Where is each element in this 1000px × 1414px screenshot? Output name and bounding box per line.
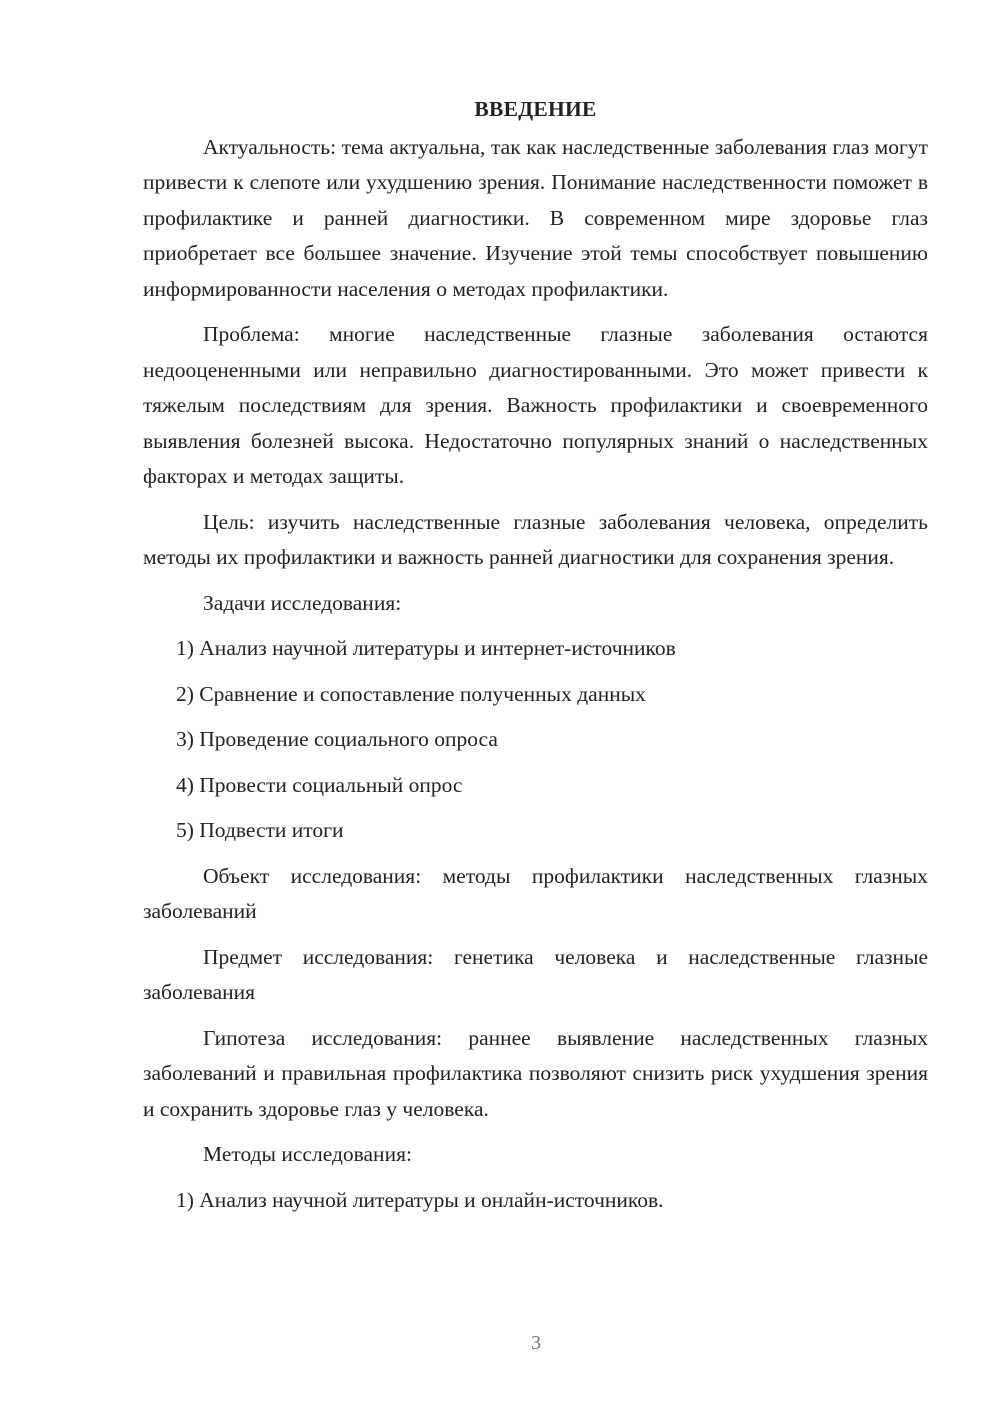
- task-item-5: 5) Подвести итоги: [176, 818, 344, 842]
- object-paragraph: Объект исследования: методы профилактики наследственных глазных заболеваний: [143, 863, 928, 923]
- task-item-4: 4) Провести социальный опрос: [176, 772, 463, 797]
- problem-paragraph: Проблема: многие наследственные глазные заболевания остаются недооцененными или неправильно диагностированными. Это может привести к тяжелым последствиям для зрения. Важность профилактики и своевременного выявления болезней высока. Недостаточно популярных знаний о наследственных факторах и методах защиты.: [143, 322, 928, 488]
- goal-paragraph: Цель: изучить наследственные глазные заболевания человека, определить методы их профилактики и важность ранней диагностики для сохранения зрения.: [143, 509, 928, 569]
- document-page: [143, 92, 928, 1228]
- subject-paragraph: Предмет исследования: генетика человека и наследственные глазные заболевания: [143, 944, 928, 1004]
- tasks-heading: Задачи исследования:: [203, 590, 402, 615]
- methods-heading: Методы исследования:: [203, 1142, 412, 1166]
- page-number: 3: [531, 1332, 541, 1354]
- task-item-2: 2) Сравнение и сопоставление полученных данных: [176, 681, 646, 706]
- page-title: ВВЕДЕНИЕ: [474, 97, 597, 121]
- task-item-3: 3) Проведение социального опроса: [176, 727, 498, 751]
- hypothesis-paragraph: Гипотеза исследования: раннее выявление наследственных глазных заболеваний и правильная профилактика позволяют снизить риск ухудшения зрения и сохранить здоровье глаз у человека.: [143, 1025, 928, 1121]
- relevance-paragraph: Актуальность: тема актуальна, так как наследственные заболевания глаз могут привести к слепоте или ухудшению зрения. Понимание наследственности поможет в профилактике и ранней диагностики. В современном мире здоровье глаз приобретает все большее значение. Изучение этой темы способствует повышению информированности населения о методах профилактики.: [143, 134, 928, 301]
- task-item-1: 1) Анализ научной литературы и интернет-источников: [176, 636, 676, 660]
- method-item-1: 1) Анализ научной литературы и онлайн-источников.: [176, 1187, 664, 1212]
